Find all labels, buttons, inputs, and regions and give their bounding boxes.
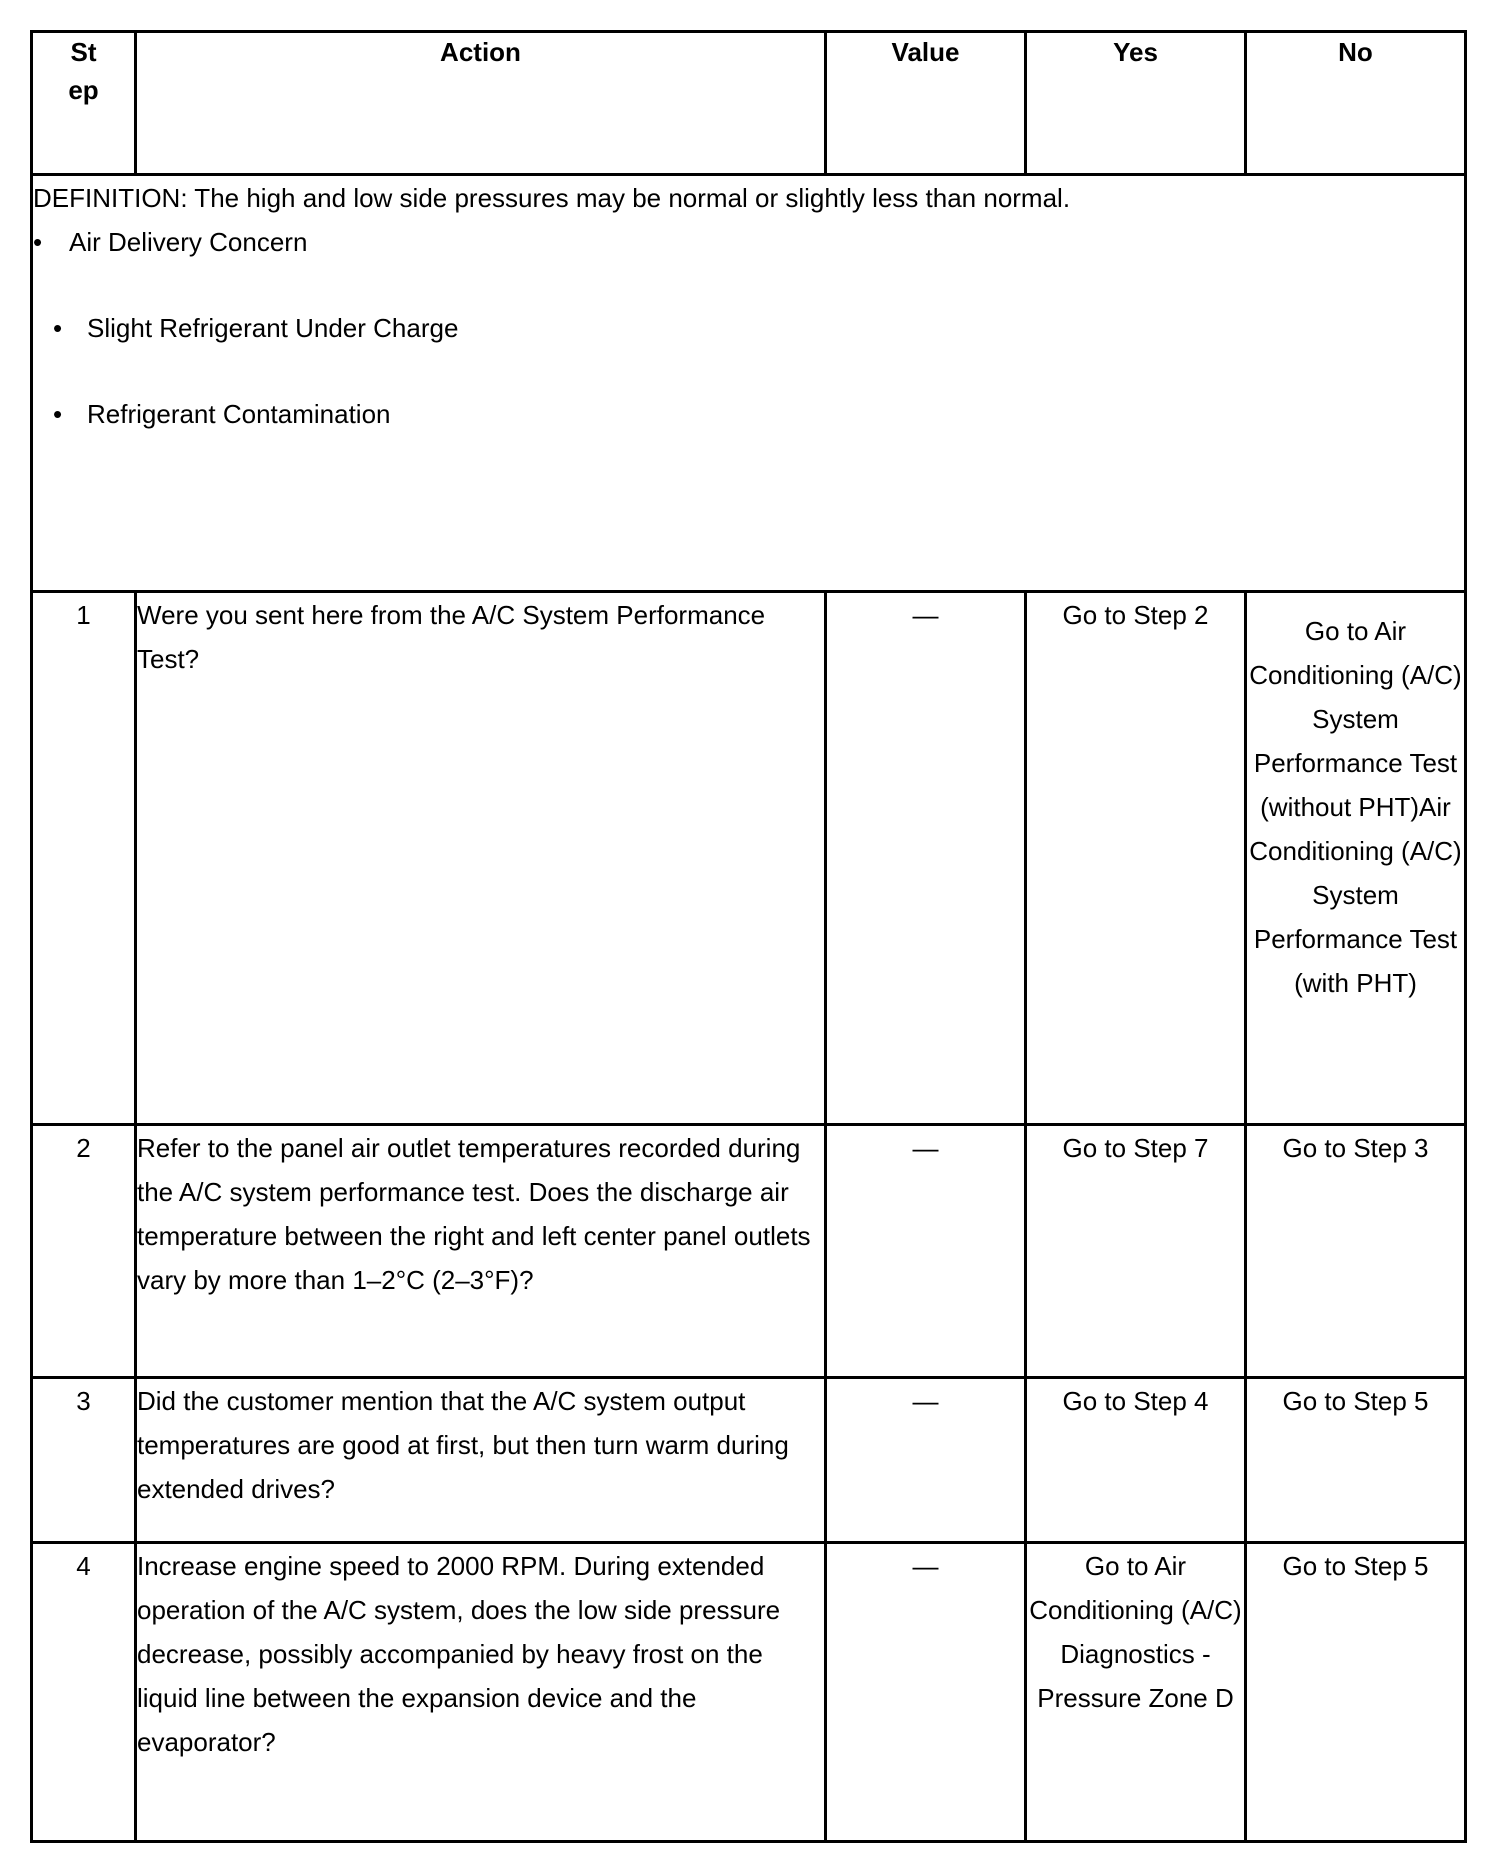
definition-bullet <box>33 220 1464 264</box>
table-row <box>32 1543 1466 1842</box>
header-row <box>32 32 1466 175</box>
table-row <box>32 1378 1466 1543</box>
no-link[interactable]: Go to Step 5 <box>1246 1378 1466 1543</box>
yes-link[interactable]: Go to Air Conditioning (A/C) Diagnostics - Pressure Zone D <box>1026 1543 1246 1842</box>
action-text: Were you sent here from the A/C System Performance Test? <box>136 592 826 1125</box>
value-cell: — <box>826 1125 1026 1378</box>
definition-bullet-text: Slight Refrigerant Under Charge <box>87 313 459 343</box>
bullet-icon: • <box>33 227 43 257</box>
action-text: Did the customer mention that the A/C system output temperatures are good at first, but then turn warm during extended drives? <box>136 1378 826 1543</box>
bullet-icon: • <box>53 313 63 343</box>
definition-bullet-text: Air Delivery Concern <box>69 227 308 257</box>
table-row <box>32 1125 1466 1378</box>
header-step: St ep <box>32 32 136 175</box>
yes-link[interactable]: Go to Step 4 <box>1026 1378 1246 1543</box>
definition-bullet <box>33 306 1464 350</box>
step-number: 4 <box>32 1543 136 1842</box>
value-cell: — <box>826 1543 1026 1842</box>
diagnostic-document <box>30 30 1464 1843</box>
step-number: 2 <box>32 1125 136 1378</box>
header-no: No <box>1246 32 1466 175</box>
bullet-icon: • <box>53 399 63 429</box>
action-text: Increase engine speed to 2000 RPM. During extended operation of the A/C system, does the low side pressure decrease, possibly accompanied by heavy frost on the liquid line between the expansion device and the evaporator? <box>136 1543 826 1842</box>
header-value: Value <box>826 32 1026 175</box>
diagnostic-table <box>30 30 1467 1843</box>
yes-link[interactable]: Go to Step 7 <box>1026 1125 1246 1378</box>
no-link[interactable]: Go to Step 5 <box>1246 1543 1466 1842</box>
definition-bullet-text: Refrigerant Contamination <box>87 399 391 429</box>
yes-link[interactable]: Go to Step 2 <box>1026 592 1246 1125</box>
definition-cell <box>32 175 1466 592</box>
header-yes: Yes <box>1026 32 1246 175</box>
table-row <box>32 592 1466 1125</box>
header-action: Action <box>136 32 826 175</box>
definition-row <box>32 175 1466 592</box>
definition-text: DEFINITION: The high and low side pressures may be normal or slightly less than normal. <box>33 183 1071 213</box>
no-link[interactable]: Go to Step 3 <box>1246 1125 1466 1378</box>
value-cell: — <box>826 592 1026 1125</box>
value-cell: — <box>826 1378 1026 1543</box>
step-number: 3 <box>32 1378 136 1543</box>
definition-bullet <box>33 392 1464 436</box>
step-number: 1 <box>32 592 136 1125</box>
action-text: Refer to the panel air outlet temperatures recorded during the A/C system performance test. Does the discharge air temperature between the right and left center panel outlets vary by more than 1–2°C (2–3°F)? <box>136 1125 826 1378</box>
no-link[interactable]: Go to Air Conditioning (A/C) System Performance Test (without PHT)Air Conditioning (A/C) System Performance Test (with PHT) <box>1246 592 1466 1125</box>
